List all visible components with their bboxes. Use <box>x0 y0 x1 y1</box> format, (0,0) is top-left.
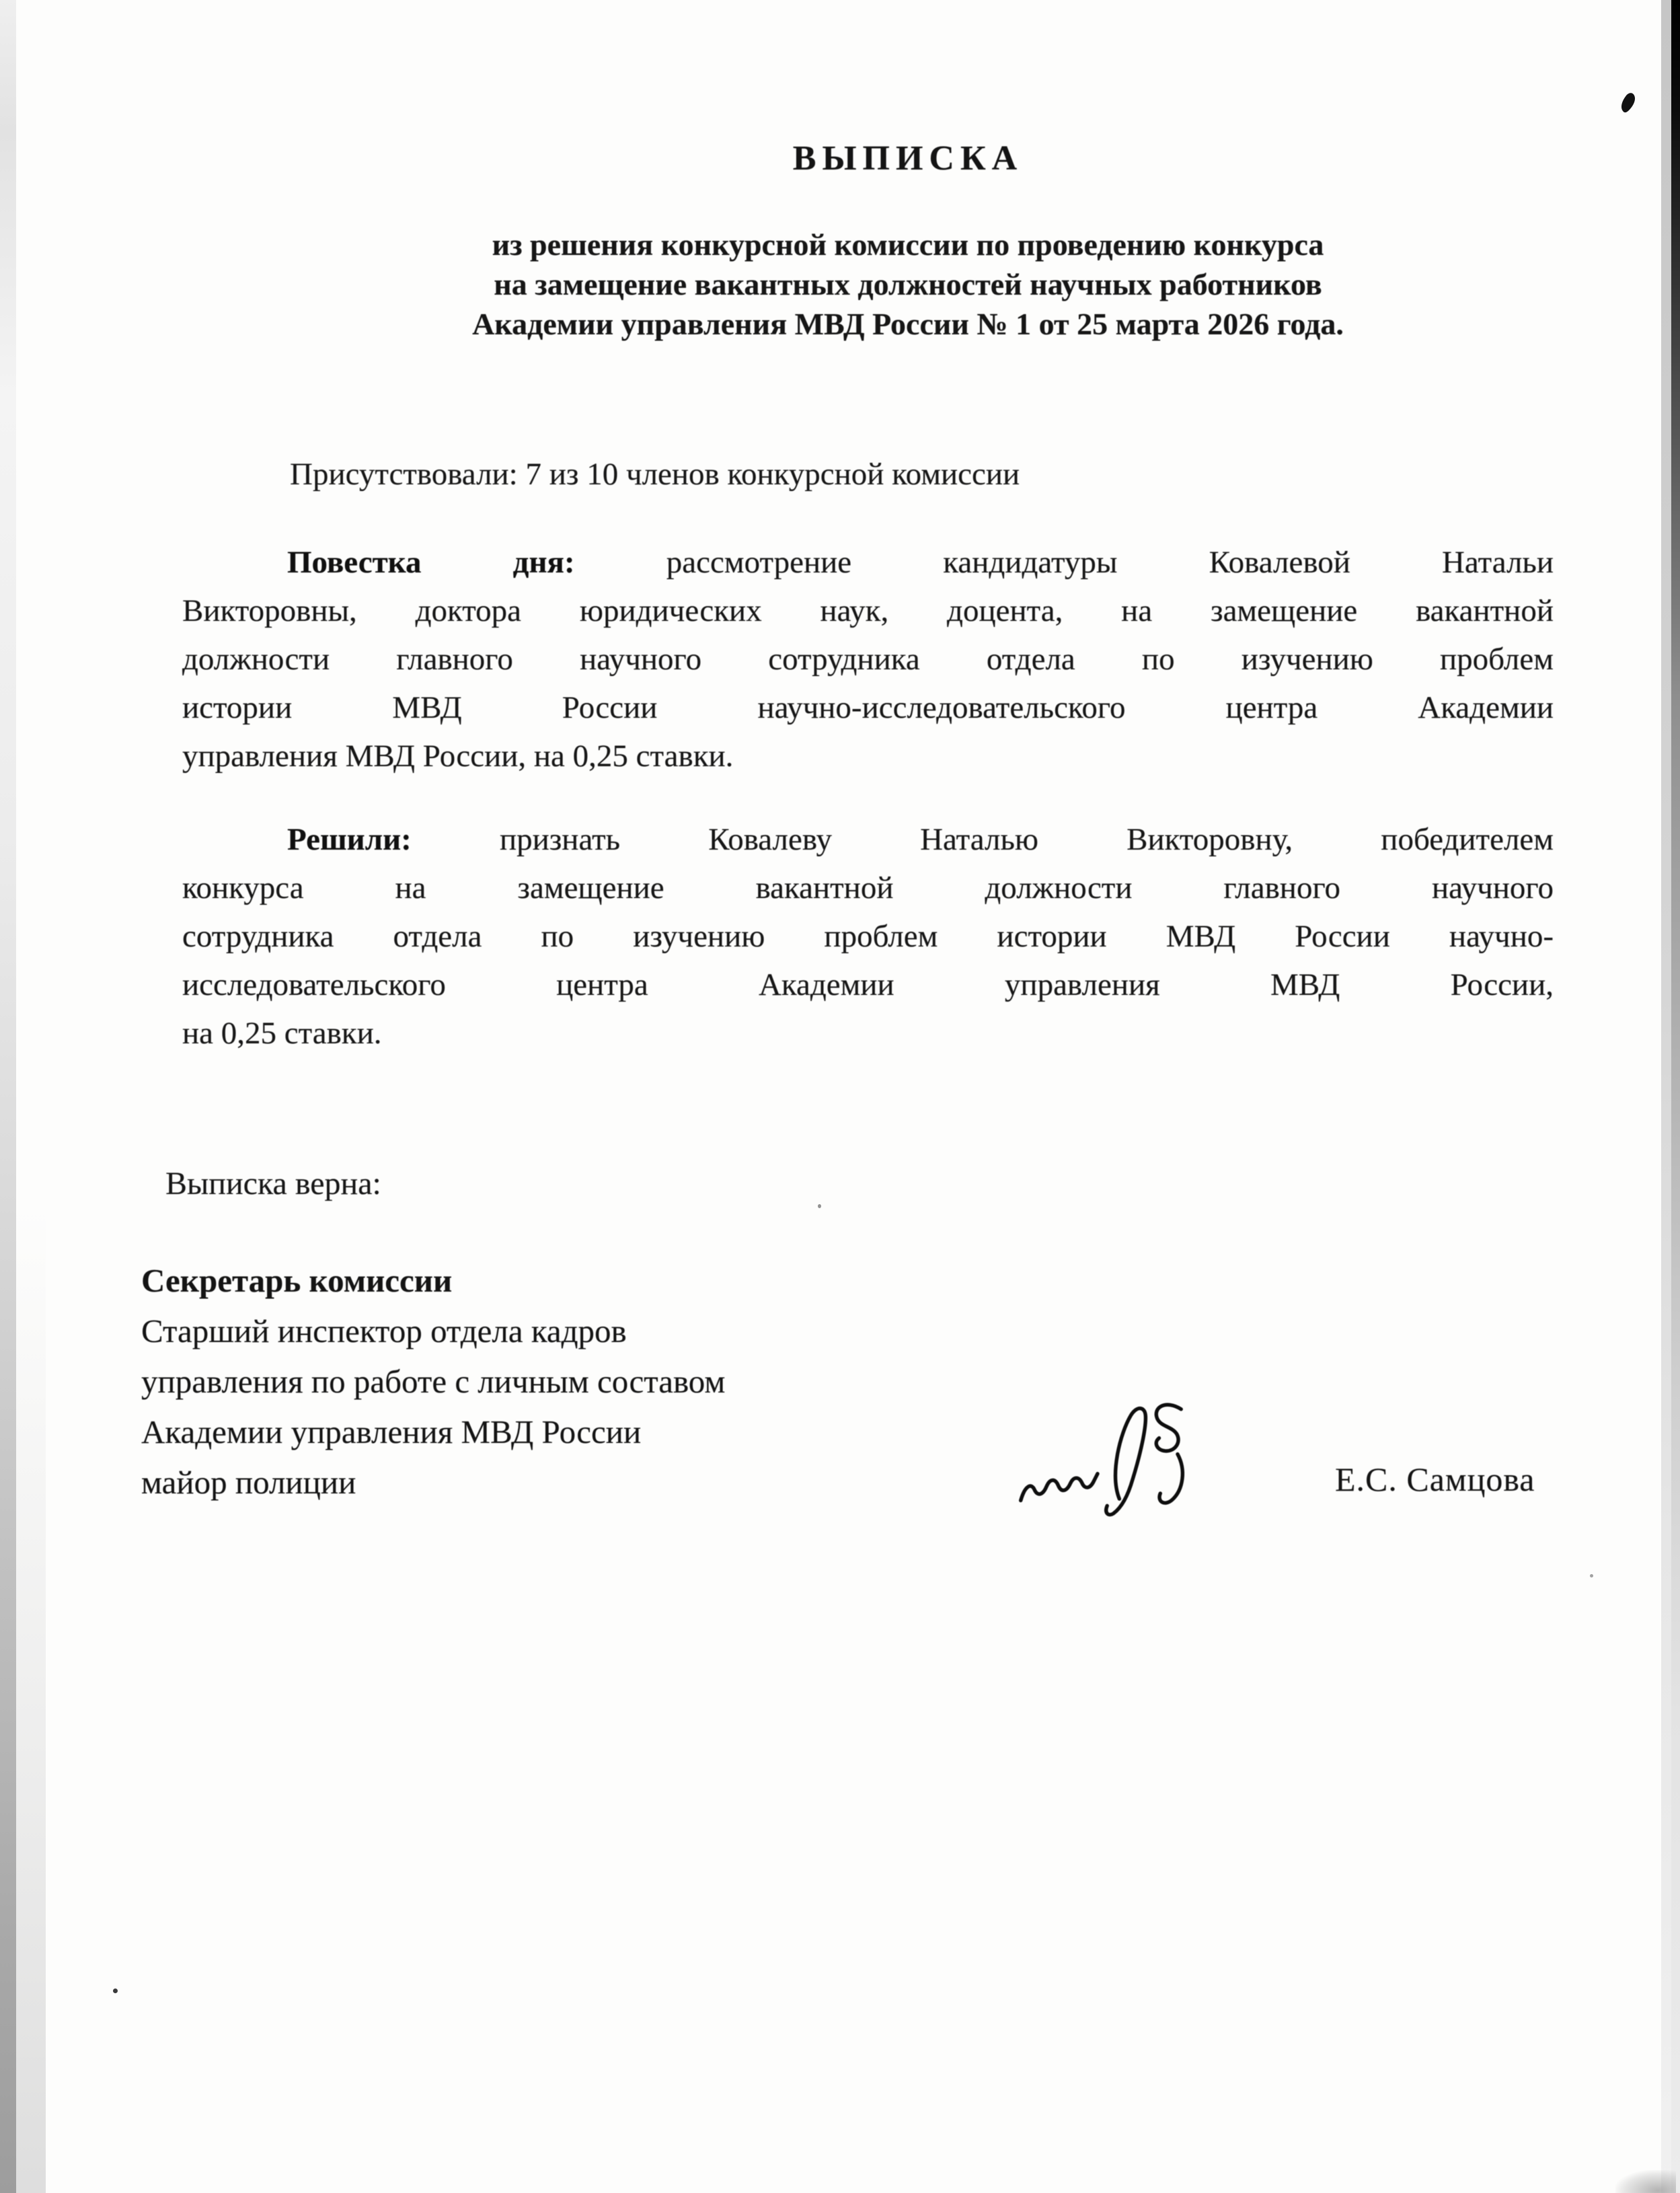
handwritten-signature <box>1005 1386 1228 1528</box>
scan-edge-left <box>0 0 16 2193</box>
agenda-label: Повестка дня: <box>287 545 575 580</box>
decision-label: Решили: <box>287 822 412 857</box>
attendance-line: Присутствовали: 7 из 10 членов конкурсной комиссии <box>290 457 1020 492</box>
subtitle-line: на замещение вакантных должностей научных работников <box>494 267 1322 301</box>
scan-edge-right-inner <box>1661 0 1671 2193</box>
signatory-name: Е.С. Самцова <box>1335 1460 1535 1498</box>
decision-line: на 0,25 ставки. <box>182 1016 382 1051</box>
agenda-line: Викторовны, доктора юридических наук, доцента, на замещение вакантной <box>182 593 1554 628</box>
signatory-role-line: управления по работе с личным составом <box>141 1363 726 1400</box>
scan-speck <box>818 1204 821 1208</box>
scan-speck <box>1590 1574 1593 1577</box>
decision-paragraph <box>182 815 1554 1057</box>
agenda-line: истории МВД России научно-исследовательского центра Академии <box>182 690 1554 725</box>
subtitle-line: из решения конкурсной комиссии по проведению конкурса <box>492 227 1324 262</box>
agenda-paragraph <box>182 538 1554 780</box>
decision-first-line <box>182 815 1554 864</box>
signatory-role-line: майор полиции <box>141 1464 356 1501</box>
decision-line: сотрудника отдела по изучению проблем истории МВД России научно- <box>182 919 1554 954</box>
signatory-role-line: Старший инспектор отдела кадров <box>141 1312 627 1349</box>
signatory-block <box>141 1255 1083 1508</box>
document-subtitle <box>235 225 1580 344</box>
scan-corner-smudge <box>1615 2170 1676 2193</box>
signatory-role-line: Академии управления МВД России <box>141 1413 642 1450</box>
signatory-role-line: Секретарь комиссии <box>141 1262 453 1299</box>
decision-first-line-text: признать Ковалеву Наталью Викторовну, победителем <box>499 822 1554 857</box>
agenda-first-line <box>182 538 1554 587</box>
agenda-line: должности главного научного сотрудника отдела по изучению проблем <box>182 642 1554 677</box>
certification-line: Выписка верна: <box>165 1166 381 1201</box>
decision-line: исследовательского центра Академии управления МВД России, <box>182 967 1554 1002</box>
document-title: ВЫПИСКА <box>792 139 1024 178</box>
subtitle-line: Академии управления МВД России № 1 от 25 марта 2026 года. <box>472 307 1344 341</box>
agenda-first-line-text: рассмотрение кандидатуры Ковалевой Натальи <box>666 545 1554 580</box>
ink-pen-mark <box>1618 90 1641 114</box>
scan-speck <box>113 1988 118 1993</box>
scan-edge-left-soft <box>16 1206 46 2193</box>
scan-edge-right-outer <box>1671 0 1680 2193</box>
decision-line: конкурса на замещение вакантной должности главного научного <box>182 870 1554 905</box>
agenda-line: управления МВД России, на 0,25 ставки. <box>182 739 734 774</box>
